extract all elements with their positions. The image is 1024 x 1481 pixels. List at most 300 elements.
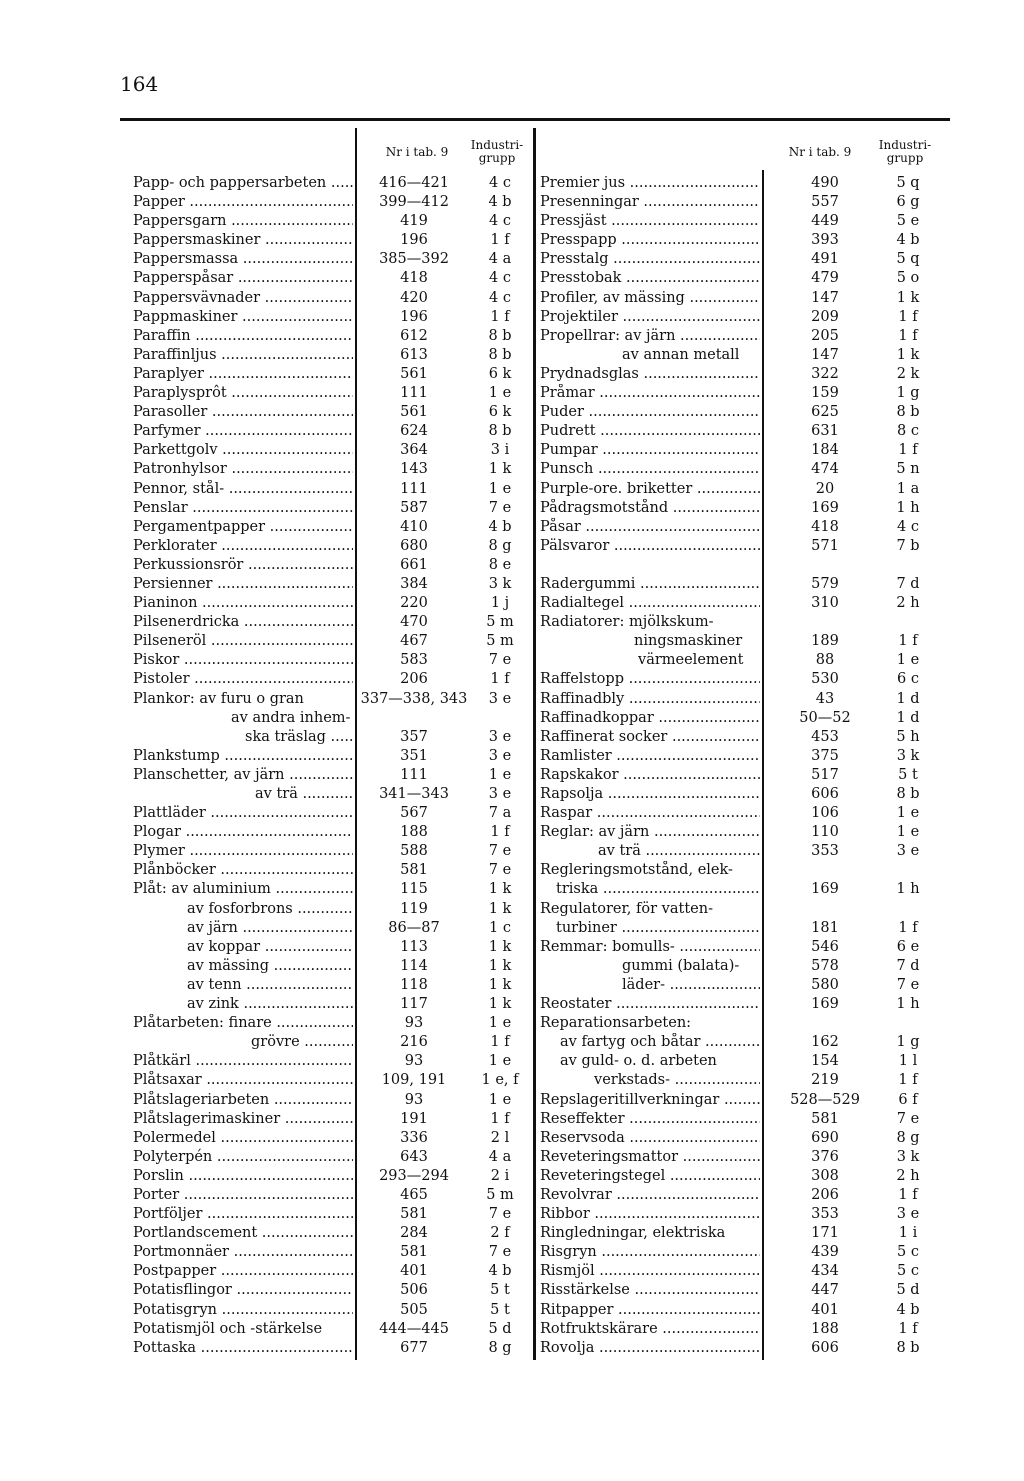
entry-name xyxy=(540,1129,760,1148)
entry-name-text: Parasoller xyxy=(133,404,208,421)
leader-dots xyxy=(272,1015,353,1031)
industry-group: 3 e xyxy=(488,747,512,764)
industry-group: 1 e xyxy=(896,824,920,841)
industry-group: 1 g xyxy=(896,1034,920,1051)
table-number: 517 xyxy=(811,766,839,783)
entry-name-text: Pådragsmotstånd xyxy=(540,499,669,516)
table-number: 490 xyxy=(811,175,839,191)
entry-name xyxy=(133,480,353,499)
index-row xyxy=(540,1320,950,1339)
industry-group: 1 d xyxy=(896,709,920,726)
entry-name-text: Plåtslageriarbeten xyxy=(133,1091,270,1108)
entry-name-text: Reveteringsmattor xyxy=(540,1148,679,1165)
index-row xyxy=(133,212,533,231)
industry-group: 5 m xyxy=(486,614,514,631)
entry-name-text: av fartyg och båtar xyxy=(560,1034,701,1051)
industry-group: 5 o xyxy=(896,270,920,287)
entry-name xyxy=(133,804,353,823)
table-number: 606 xyxy=(811,1339,839,1356)
table-number: 447 xyxy=(811,1282,839,1299)
entry-name xyxy=(540,1205,760,1224)
entry-name-text: Reveteringstegel xyxy=(540,1167,666,1184)
index-row xyxy=(133,1148,533,1167)
entry-name-text: Pianinon xyxy=(133,595,198,612)
index-row xyxy=(133,1167,533,1186)
industry-group: 5 q xyxy=(896,175,920,191)
table-number: 578 xyxy=(811,957,839,974)
entry-name-text: Påsar xyxy=(540,518,581,535)
entry-name-text: Radiatorer: mjölkskum- xyxy=(540,614,714,631)
leader-dots xyxy=(237,309,353,325)
entry-name-text: Plattläder xyxy=(133,805,206,822)
entry-name xyxy=(540,594,760,613)
industry-group: 5 h xyxy=(896,728,920,745)
entry-name xyxy=(133,690,353,709)
entry-name-text: Portföljer xyxy=(133,1206,203,1223)
entry-name-text: av andra inhem- xyxy=(231,709,351,726)
table-number: 583 xyxy=(400,652,428,669)
entry-name xyxy=(133,212,353,231)
leader-dots xyxy=(667,729,760,745)
table-number: 384 xyxy=(400,575,428,592)
entry-name xyxy=(133,1339,353,1358)
entry-name xyxy=(540,365,760,384)
leader-dots xyxy=(326,729,353,745)
entry-name xyxy=(540,1186,760,1205)
leader-dots xyxy=(218,442,353,458)
table-number: 393 xyxy=(811,232,839,249)
entry-name xyxy=(187,900,353,919)
entry-name xyxy=(540,308,760,327)
entry-name xyxy=(540,575,760,594)
industry-group: 7 e xyxy=(896,976,920,993)
leader-dots xyxy=(685,290,760,306)
table-number: 357 xyxy=(400,728,428,745)
index-row xyxy=(133,785,533,804)
industry-group: 6 g xyxy=(896,194,920,211)
index-row xyxy=(540,1071,950,1090)
index-row xyxy=(540,384,950,403)
index-row xyxy=(540,785,950,804)
table-number: 111 xyxy=(400,480,428,497)
leader-dots xyxy=(598,442,760,458)
index-row xyxy=(133,1320,533,1339)
entry-name xyxy=(540,231,760,250)
industry-group: 1 k xyxy=(896,289,920,306)
entry-name xyxy=(133,1091,353,1110)
entry-name xyxy=(540,1110,760,1129)
index-row xyxy=(133,1129,533,1148)
entry-name xyxy=(540,1262,760,1281)
entry-name-text: Reseffekter xyxy=(540,1110,625,1127)
entry-name xyxy=(133,670,353,689)
table-number: 606 xyxy=(811,786,839,802)
entry-name-text: Remmar: bomulls- xyxy=(540,938,675,955)
entry-name-text: Plåtarbeten: finare xyxy=(133,1015,272,1032)
entry-name-text: Planschetter, av järn xyxy=(133,766,285,783)
entry-name xyxy=(540,1014,760,1033)
index-row xyxy=(133,995,533,1014)
table-number: 115 xyxy=(400,881,428,898)
index-row xyxy=(540,728,950,747)
entry-name xyxy=(540,499,760,518)
entry-name-text: Puder xyxy=(540,404,584,421)
leader-dots xyxy=(613,1302,760,1318)
entry-name xyxy=(556,919,760,938)
leader-dots xyxy=(238,920,353,936)
industry-group: 1 e, f xyxy=(481,1072,519,1089)
industry-group: 5 c xyxy=(897,1263,919,1280)
leader-dots xyxy=(227,461,353,477)
entry-name-text: Reparationsarbeten: xyxy=(540,1015,692,1032)
entry-name xyxy=(622,957,760,976)
industry-group: 1 e xyxy=(488,480,512,497)
entry-name xyxy=(187,919,353,938)
industry-group: 3 e xyxy=(488,690,512,707)
entry-name xyxy=(133,613,353,632)
leader-dots xyxy=(584,404,760,420)
table-number: 612 xyxy=(400,327,428,344)
industry-group: 1 i xyxy=(898,1225,918,1242)
entry-name xyxy=(540,480,760,499)
industry-group: 1 e xyxy=(488,1053,512,1070)
industry-group: 4 b xyxy=(896,1301,920,1318)
entry-name xyxy=(540,537,760,556)
index-row xyxy=(540,900,950,919)
entry-name xyxy=(133,422,353,441)
industry-group: 1 f xyxy=(898,633,918,650)
table-number: 353 xyxy=(811,843,839,860)
table-number: 364 xyxy=(400,442,428,459)
table-number: 93 xyxy=(404,1053,424,1070)
table-number: 111 xyxy=(400,766,428,783)
table-number: 588 xyxy=(400,843,428,860)
table-number: 690 xyxy=(811,1129,839,1146)
entry-name xyxy=(133,1110,353,1129)
index-row xyxy=(540,690,950,709)
index-row xyxy=(133,823,533,842)
index-row xyxy=(133,556,533,575)
table-number: 209 xyxy=(811,308,839,325)
leader-dots xyxy=(216,1130,353,1146)
index-row xyxy=(133,690,533,709)
table-number: 206 xyxy=(811,1186,839,1203)
industry-group: 1 k xyxy=(488,881,512,898)
entry-name-text: Pottaska xyxy=(133,1339,197,1356)
entry-name xyxy=(540,728,760,747)
index-row xyxy=(540,709,950,728)
entry-name xyxy=(540,900,760,919)
table-number: 581 xyxy=(811,1110,839,1127)
entry-name xyxy=(133,575,353,594)
table-number: 410 xyxy=(400,518,428,535)
entry-name-text: Potatisgryn xyxy=(133,1301,218,1318)
entry-name xyxy=(540,1224,760,1243)
table-number: 93 xyxy=(404,1015,424,1032)
leader-dots xyxy=(612,1187,760,1203)
table-number: 467 xyxy=(400,633,428,650)
industry-group: 1 a xyxy=(896,480,920,497)
industry-group: 1 k xyxy=(488,976,512,993)
entry-name-text: av trä xyxy=(598,843,641,860)
index-row xyxy=(540,174,950,193)
leader-dots xyxy=(670,1072,760,1088)
index-row xyxy=(540,1339,950,1358)
entry-name xyxy=(540,1167,760,1186)
leader-dots xyxy=(265,519,353,535)
table-number: 196 xyxy=(400,232,428,249)
entry-name xyxy=(560,1033,760,1052)
index-row xyxy=(540,518,950,537)
leader-dots xyxy=(595,1263,760,1279)
index-row xyxy=(540,1243,950,1262)
entry-name-text: av mässing xyxy=(187,957,269,974)
leader-dots xyxy=(593,461,760,477)
index-row xyxy=(540,403,950,422)
leader-dots xyxy=(216,862,353,878)
index-row xyxy=(540,480,950,499)
industry-group: 2 f xyxy=(490,1225,510,1242)
entry-name xyxy=(540,747,760,766)
entry-name xyxy=(540,709,760,728)
entry-name-text: Postpapper xyxy=(133,1263,217,1280)
table-number: 181 xyxy=(811,919,839,936)
entry-name-text: Reservsoda xyxy=(540,1129,625,1146)
index-row xyxy=(540,919,950,938)
table-number: 188 xyxy=(811,1320,839,1337)
entry-name-text: Pappmaskiner xyxy=(133,308,238,325)
entry-name xyxy=(133,842,353,861)
index-row xyxy=(133,1014,533,1033)
table-number: 581 xyxy=(400,1206,428,1223)
entry-name xyxy=(638,651,760,670)
industry-group: 8 b xyxy=(488,327,512,344)
industry-group: 5 d xyxy=(896,1282,920,1299)
entry-name-text: ningsmaskiner xyxy=(634,633,743,650)
entry-name xyxy=(133,1014,353,1033)
table-number: 119 xyxy=(400,900,428,917)
entry-name-text: Paraffin xyxy=(133,327,191,344)
index-row xyxy=(540,1281,950,1300)
index-row xyxy=(133,1243,533,1262)
leader-dots xyxy=(191,328,353,344)
industry-group: 1 g xyxy=(896,385,920,402)
entry-name xyxy=(187,976,353,995)
entry-name-text: Risgryn xyxy=(540,1244,597,1261)
leader-dots xyxy=(260,232,353,248)
index-row xyxy=(133,289,533,308)
entry-name xyxy=(133,537,353,556)
entry-name-text: verkstads- xyxy=(594,1072,671,1089)
index-row xyxy=(133,346,533,365)
industry-group: 1 f xyxy=(490,1110,510,1127)
entry-name-text: Portlandscement xyxy=(133,1225,258,1242)
leader-dots xyxy=(190,671,353,687)
table-number: 444—445 xyxy=(379,1320,449,1337)
table-number: 143 xyxy=(400,461,428,478)
index-row xyxy=(540,651,950,670)
industry-group: 3 i xyxy=(490,442,510,459)
table-number: 219 xyxy=(811,1072,839,1089)
index-row xyxy=(133,518,533,537)
entry-name xyxy=(133,327,353,346)
entry-name-text: Potatisflingor xyxy=(133,1282,232,1299)
industry-group: 2 k xyxy=(896,365,920,382)
entry-name xyxy=(133,174,353,193)
entry-name xyxy=(540,1148,760,1167)
index-row xyxy=(133,384,533,403)
index-row xyxy=(133,441,533,460)
leader-dots xyxy=(260,290,353,306)
table-number: 196 xyxy=(400,308,428,325)
entry-name xyxy=(133,766,353,785)
leader-dots xyxy=(654,710,760,726)
leader-dots xyxy=(202,1072,353,1088)
entry-name-text: Pappersgarn xyxy=(133,213,227,230)
entry-name xyxy=(540,938,760,957)
index-row xyxy=(133,499,533,518)
leader-dots xyxy=(635,576,760,592)
leader-dots xyxy=(269,1092,353,1108)
leader-dots xyxy=(625,175,760,191)
leader-dots xyxy=(719,1092,760,1108)
entry-name-text: Rapsolja xyxy=(540,786,604,802)
leader-dots xyxy=(678,1149,760,1165)
table-number: 399—412 xyxy=(379,194,449,211)
entry-name xyxy=(133,1281,353,1300)
entry-name-text: Potatismjöl och -stärkelse xyxy=(133,1320,323,1337)
page-number: 164 xyxy=(120,72,159,96)
entry-name xyxy=(540,441,760,460)
entry-name-text: Patronhylsor xyxy=(133,461,227,478)
index-row xyxy=(540,976,950,995)
entry-name xyxy=(231,709,353,728)
leader-dots xyxy=(233,270,353,286)
index-row xyxy=(540,212,950,231)
index-row xyxy=(540,670,950,689)
entry-name xyxy=(187,957,353,976)
index-row xyxy=(133,193,533,212)
entry-name-text: Reostater xyxy=(540,996,612,1013)
table-number: 581 xyxy=(400,1244,428,1261)
entry-name-text: Propellrar: av järn xyxy=(540,327,676,344)
right-grupp-header xyxy=(870,139,940,165)
entry-name-text: av guld- o. d. arbeten xyxy=(560,1053,717,1070)
entry-name xyxy=(133,1071,353,1090)
index-row xyxy=(540,365,950,384)
entry-name-text: grövre xyxy=(251,1034,300,1051)
leader-dots xyxy=(260,939,353,955)
industry-group: 1 h xyxy=(896,499,920,516)
leader-dots xyxy=(596,423,760,439)
leader-dots xyxy=(216,1263,353,1279)
entry-name-text: Plymer xyxy=(133,843,185,860)
entry-name xyxy=(598,842,760,861)
industry-group: 8 c xyxy=(897,423,919,440)
table-number: 625 xyxy=(811,404,839,421)
industry-group: 1 j xyxy=(490,595,510,612)
right-nr-header xyxy=(775,146,865,159)
index-row xyxy=(133,422,533,441)
industry-group: 8 b xyxy=(488,423,512,440)
leader-dots xyxy=(590,1206,760,1222)
entry-name-text: Papp- och pappersarbeten xyxy=(133,175,327,191)
table-number: 401 xyxy=(811,1301,839,1318)
industry-group: 4 b xyxy=(488,194,512,211)
table-number: 479 xyxy=(811,270,839,287)
entry-name-text: Porslin xyxy=(133,1167,184,1184)
leader-dots xyxy=(196,1340,353,1356)
industry-group: 5 e xyxy=(896,213,920,230)
leader-dots xyxy=(625,1130,760,1146)
entry-name xyxy=(594,1071,760,1090)
industry-group: 1 f xyxy=(490,824,510,841)
industry-group: 1 e xyxy=(896,805,920,822)
leader-dots xyxy=(201,423,353,439)
index-row xyxy=(133,575,533,594)
leader-dots xyxy=(206,633,353,649)
table-number: 506 xyxy=(400,1282,428,1299)
industry-group: 8 g xyxy=(488,1339,512,1356)
index-row xyxy=(133,728,533,747)
industry-group: 1 f xyxy=(898,308,918,325)
entry-name xyxy=(133,747,353,766)
industry-group: 7 d xyxy=(896,575,920,592)
index-row xyxy=(540,842,950,861)
leader-dots xyxy=(581,519,760,535)
entry-name-text: Ramlister xyxy=(540,747,612,764)
industry-group: 5 n xyxy=(896,461,920,478)
leader-dots xyxy=(206,805,353,821)
entry-name xyxy=(540,327,760,346)
entry-name-text: Plåtkärl xyxy=(133,1053,191,1070)
index-row xyxy=(133,804,533,823)
entry-name-text: Pergamentpapper xyxy=(133,518,266,535)
industry-group: 4 c xyxy=(489,270,511,287)
leader-dots xyxy=(609,251,760,267)
table-number: 88 xyxy=(815,652,835,669)
index-row xyxy=(540,632,950,651)
entry-name xyxy=(133,556,353,575)
entry-name xyxy=(540,690,760,709)
index-row xyxy=(133,365,533,384)
table-number: 188 xyxy=(400,824,428,841)
index-row xyxy=(133,1071,533,1090)
industry-group: 4 a xyxy=(488,251,512,268)
industry-group: 3 k xyxy=(896,747,920,764)
industry-group: 1 e xyxy=(896,652,920,669)
index-row xyxy=(133,327,533,346)
entry-name-text: Pennor, stål- xyxy=(133,480,225,497)
left-nr-header xyxy=(372,146,462,159)
entry-name-text: Raffinerat socker xyxy=(540,728,668,745)
entry-name-text: Ribbor xyxy=(540,1206,590,1223)
industry-group: 5 c xyxy=(897,1244,919,1261)
table-number: 474 xyxy=(811,461,839,478)
leader-dots xyxy=(185,843,353,859)
leader-dots xyxy=(692,481,760,497)
industry-group: 8 g xyxy=(896,1129,920,1146)
leader-dots xyxy=(269,958,353,974)
index-row xyxy=(133,938,533,957)
index-row xyxy=(133,1033,533,1052)
entry-name xyxy=(133,193,353,212)
index-row xyxy=(133,1224,533,1243)
entry-name-text: Pappersvävnader xyxy=(133,289,261,306)
entry-name xyxy=(187,995,353,1014)
table-number: 118 xyxy=(400,976,428,993)
leader-dots xyxy=(619,767,761,783)
